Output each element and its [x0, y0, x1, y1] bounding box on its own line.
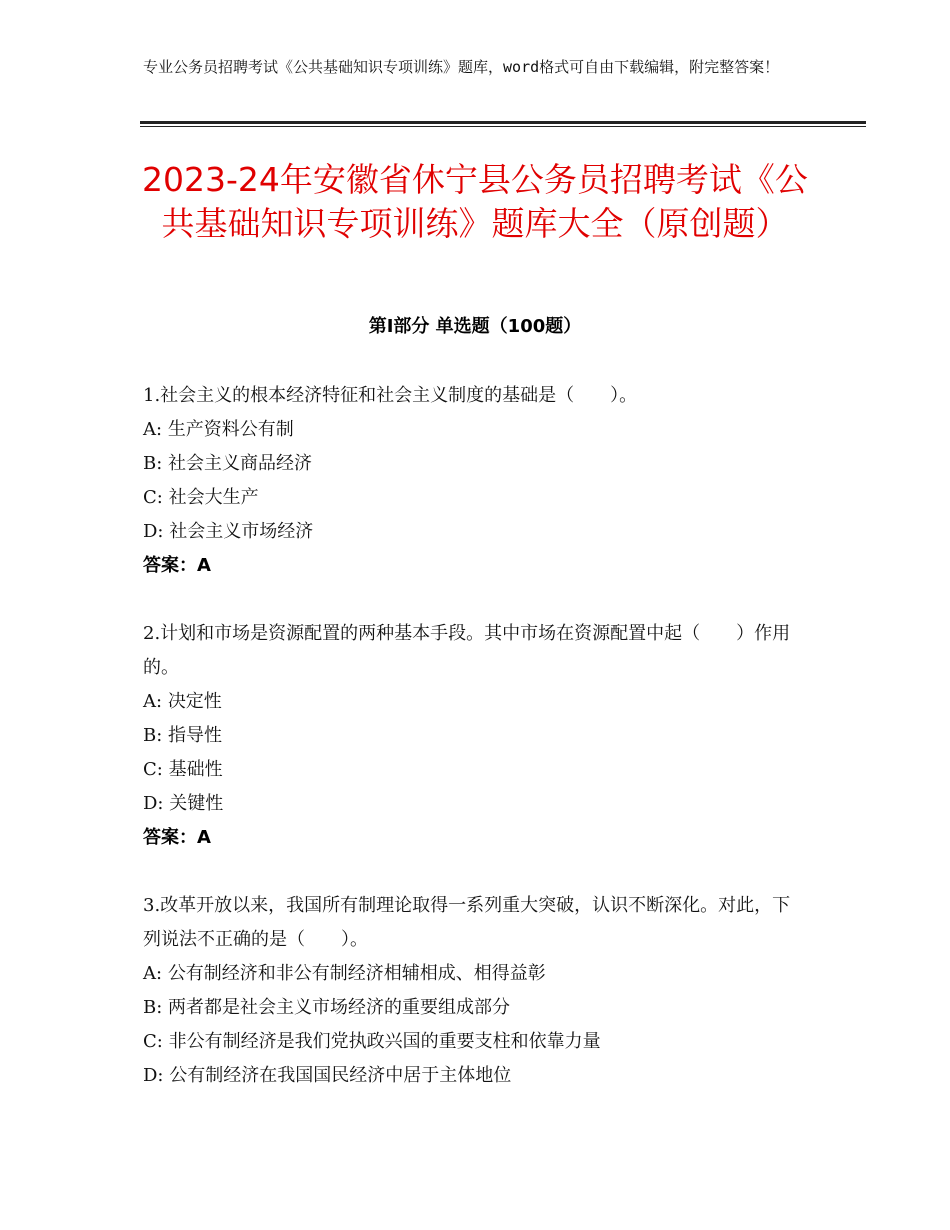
- document-title: 2023-24年安徽省休宁县公务员招聘考试《公共基础知识专项训练》题库大全（原创题）: [142, 160, 808, 243]
- question-stem: 2.计划和市场是资源配置的两种基本手段。其中市场在资源配置中起（ ）作用的。: [143, 623, 791, 678]
- option-label: C:: [143, 487, 163, 508]
- section-title: 第Ⅰ部分 单选题（100题）: [368, 316, 582, 337]
- answer-line: 答案：A: [143, 827, 211, 848]
- question-2: [143, 617, 803, 855]
- option-c: [143, 1025, 803, 1059]
- option-text: 社会主义市场经济: [169, 521, 314, 542]
- answer-line: 答案：A: [143, 555, 211, 576]
- option-label: D:: [143, 1065, 164, 1086]
- header-note: 专业公务员招聘考试《公共基础知识专项训练》题库，word格式可自由下载编辑，附完整答案！: [143, 58, 780, 76]
- question-stem: 3.改革开放以来，我国所有制理论取得一系列重大突破，认识不断深化。对此，下列说法不正确的是（ ）。: [143, 895, 791, 950]
- option-d: [143, 515, 803, 549]
- option-text: 指导性: [168, 725, 223, 746]
- option-text: 两者都是社会主义市场经济的重要组成部分: [168, 997, 511, 1018]
- option-label: A:: [143, 419, 163, 440]
- option-text: 决定性: [167, 691, 222, 712]
- option-label: D:: [143, 521, 164, 542]
- question-1: [143, 379, 803, 583]
- option-label: A:: [143, 963, 163, 984]
- option-c: [143, 481, 803, 515]
- option-label: A:: [143, 691, 163, 712]
- option-d: [143, 1059, 803, 1093]
- option-label: C:: [143, 759, 163, 780]
- option-a: [143, 413, 803, 447]
- header-divider-thin: [140, 126, 866, 127]
- option-label: B:: [143, 453, 163, 474]
- option-label: B:: [143, 997, 163, 1018]
- option-text: 社会主义商品经济: [168, 453, 313, 474]
- option-label: C:: [143, 1031, 163, 1052]
- option-d: [143, 787, 803, 821]
- option-text: 公有制经济和非公有制经济相辅相成、相得益彰: [167, 963, 546, 984]
- header-divider-thick: [140, 121, 866, 124]
- option-a: [143, 685, 803, 719]
- option-text: 生产资料公有制: [167, 419, 294, 440]
- option-text: 公有制经济在我国国民经济中居于主体地位: [169, 1065, 512, 1086]
- option-text: 社会大生产: [168, 487, 259, 508]
- option-b: [143, 719, 803, 753]
- option-a: [143, 957, 803, 991]
- option-c: [143, 753, 803, 787]
- option-b: [143, 447, 803, 481]
- option-label: D:: [143, 793, 164, 814]
- option-text: 基础性: [168, 759, 223, 780]
- option-label: B:: [143, 725, 163, 746]
- option-text: 关键性: [169, 793, 224, 814]
- question-3: [143, 889, 803, 1093]
- question-stem: 1.社会主义的根本经济特征和社会主义制度的基础是（ ）。: [143, 385, 638, 406]
- option-b: [143, 991, 803, 1025]
- option-text: 非公有制经济是我们党执政兴国的重要支柱和依靠力量: [168, 1031, 601, 1052]
